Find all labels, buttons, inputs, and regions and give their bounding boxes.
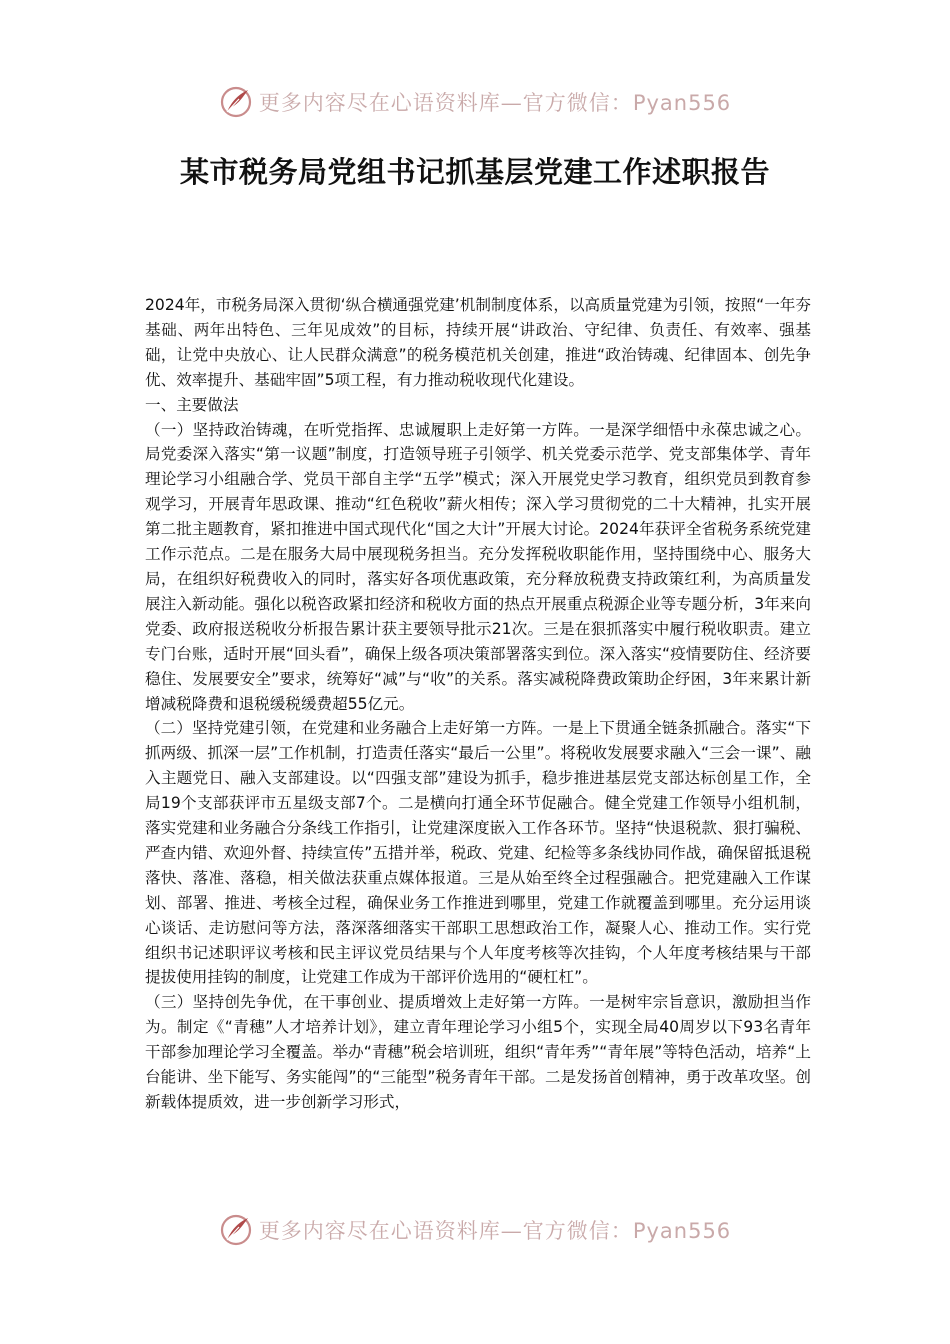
watermark-banner-bottom xyxy=(0,1210,950,1250)
body-paragraph: （三）坚持创先争优，在干事创业、提质增效上走好第一方阵。一是树牢宗旨意识，激励担当作为。制定《“青穗”人才培养计划》，建立青年理论学习小组5个，实现全局40周岁以下93名青年干部参加理论学习全覆盖。举办“青穗”税会培训班，组织“青年秀”“青年展”等特色活动，培养“上台能讲、坐下能写、务实能闯”的“三能型”税务青年干部。二是发扬首创精神，勇于改革攻坚。创新载体提质效，进一步创新学习形式， xyxy=(145,993,811,1111)
body-paragraph: （二）坚持党建引领，在党建和业务融合上走好第一方阵。一是上下贯通全链条抓融合。落实“下抓两级、抓深一层”工作机制，打造责任落实“最后一公里”。将税收发展要求融入“三会一课”、融入主题党日、融入支部建设。以“四强支部”建设为抓手，稳步推进基层党支部达标创星工作，全局19个支部获评市五星级支部7个。二是横向打通全环节促融合。健全党建工作领导小组机制，落实党建和业务融合分条线工作指引，让党建深度嵌入工作各环节。坚持“快退税款、狠打骗税、严查内错、欢迎外督、持续宣传”五措并举，税政、党建、纪检等多条线协同作战，确保留抵退税落快、落准、落稳，相关做法获重点媒体报道。三是从始至终全过程强融合。把党建融入工作谋划、部署、推进、考核全过程，确保业务工作推进到哪里，党建工作就覆盖到哪里。充分运用谈心谈话、走访慰问等方法，落深落细落实干部职工思想政治工作，凝聚人心、推动工作。实行党组织书记述职评议考核和民主评议党员结果与个人年度考核等次挂钩，个人年度考核结果与干部提拔使用挂钩的制度，让党建工作成为干部评价选用的“硬杠杠”。 xyxy=(145,719,811,987)
watermark-banner-top xyxy=(0,82,950,122)
wechat-id: Pyan556 xyxy=(632,1219,732,1243)
wechat-id: Pyan556 xyxy=(632,91,732,115)
feather-quill-logo-icon xyxy=(219,85,253,119)
body-paragraph: （一）坚持政治铸魂，在听党指挥、忠诚履职上走好第一方阵。一是深学细悟中永葆忠诚之心。局党委深入落实“第一议题”制度，打造领导班子引领学、机关党委示范学、党支部集体学、青年理论学习小组融合学、党员干部自主学“五学”模式；深入开展党史学习教育，组织党员到教育参观学习，开展青年思政课、推动“红色税收”薪火相传；深入学习贯彻党的二十大精神，扎实开展第二批主题教育，紧扣推进中国式现代化“国之大计”开展大讨论。2024年获评全省税务系统党建工作示范点。二是在服务大局中展现税务担当。充分发挥税收职能作用，坚持围绕中心、服务大局，在组织好税费收入的同时，落实好各项优惠政策，充分释放税费支持政策红利，为高质量发展注入新动能。强化以税咨政紧扣经济和税收方面的热点开展重点税源企业等专题分析，3年来向党委、政府报送税收分析报告累计获主要领导批示21次。三是在狠抓落实中履行税收职责。建立专门台账，适时开展“回头看”，确保上级各项决策部署落实到位。深入落实“疫情要防住、经济要稳住、发展要安全”要求，统筹好“减”与“收”的关系。落实减税降费政策助企纾困，3年来累计新增减税降费和退税缓税缓费超55亿元。 xyxy=(145,420,811,713)
watermark-text: 更多内容尽在心语资料库—官方微信：Pyan556 xyxy=(258,1219,732,1243)
document-body xyxy=(145,293,811,1115)
document-title: 某市税务局党组书记抓基层党建工作述职报告 xyxy=(179,155,770,189)
feather-quill-logo-icon xyxy=(219,1213,253,1247)
section-heading: 一、主要做法 xyxy=(145,395,239,414)
watermark-text: 更多内容尽在心语资料库—官方微信：Pyan556 xyxy=(258,91,732,115)
intro-paragraph: 2024年，市税务局深入贯彻‘纵合横通强党建’机制制度体系，以高质量党建为引领，按照“一年夯基础、两年出特色、三年见成效”的目标，持续开展“讲政治、守纪律、负责任、有效率、强基础，让党中央放心、让人民群众满意”的税务模范机关创建，推进“政治铸魂、纪律固本、创先争优、效率提升、基础牢固”5项工程，有力推动税收现代化建设。 xyxy=(145,296,811,389)
